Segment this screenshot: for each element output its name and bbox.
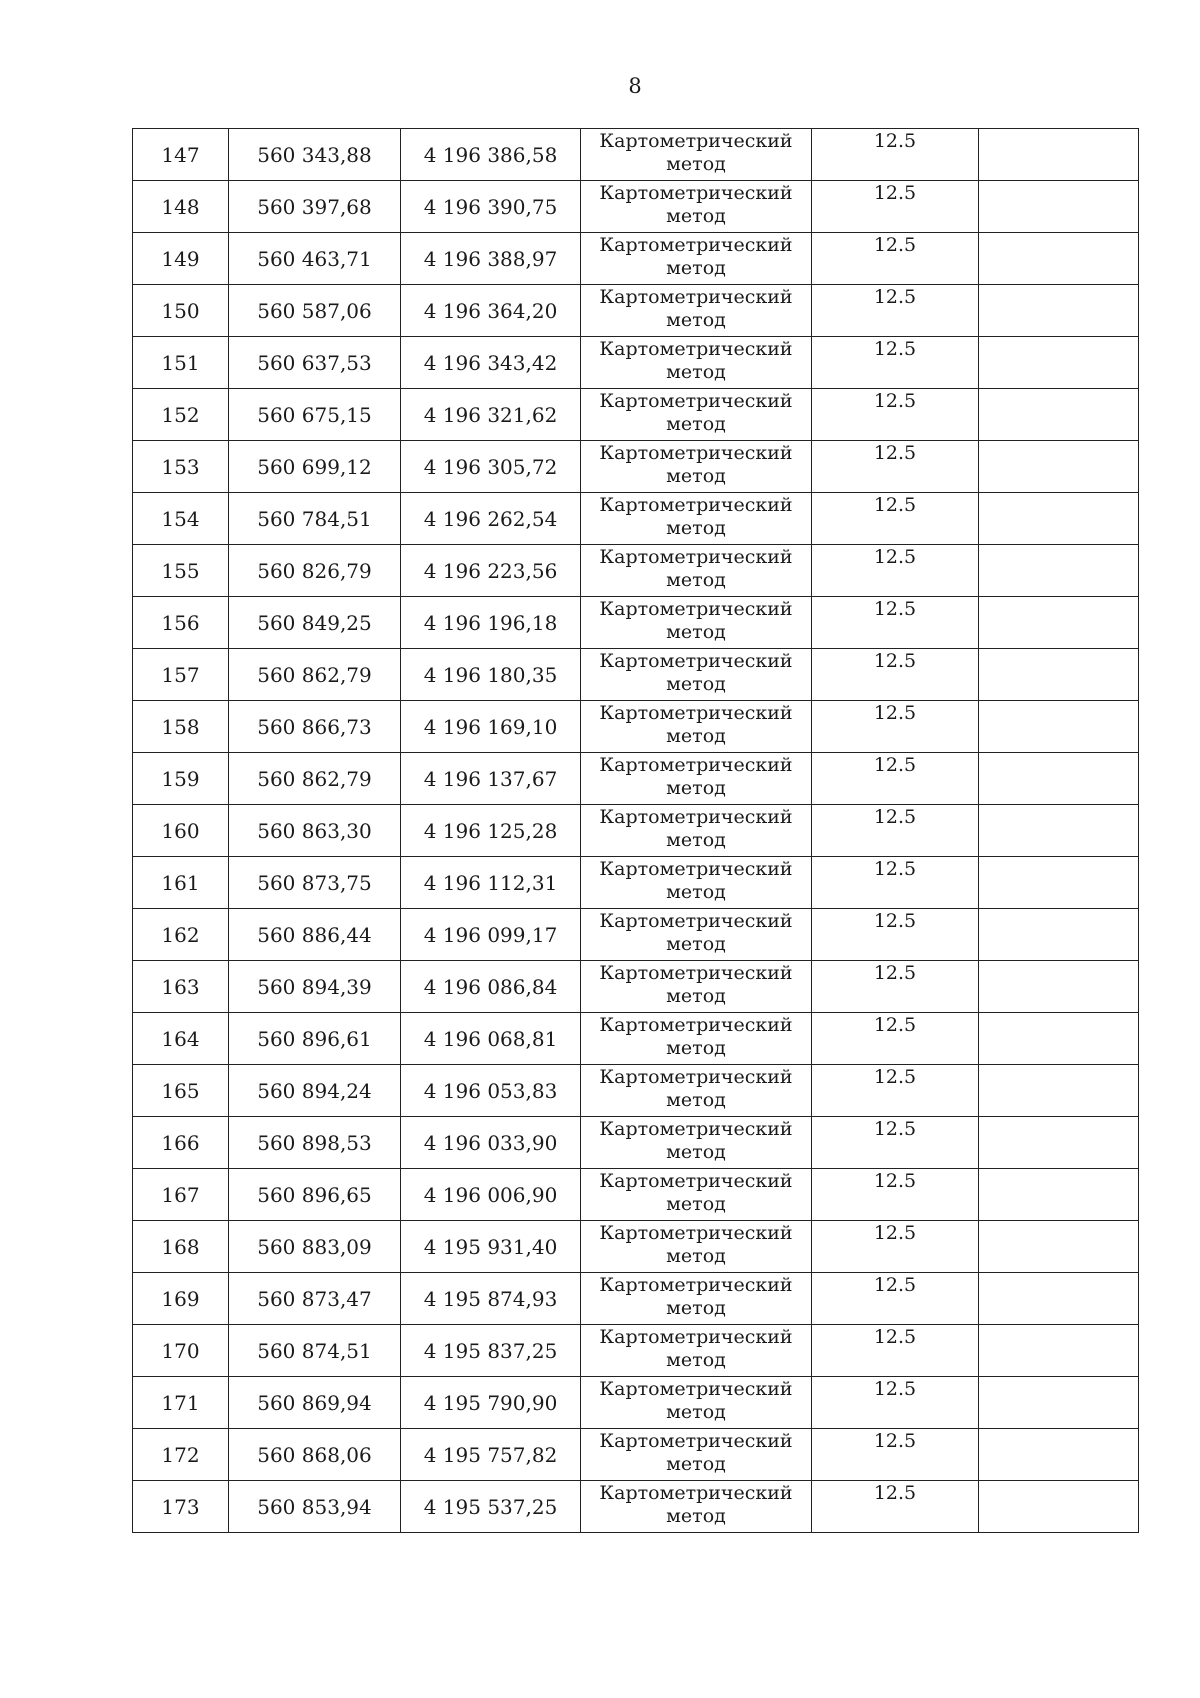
point-number-cell: 153 bbox=[133, 441, 229, 493]
coordinate-y-cell: 4 196 386,58 bbox=[401, 129, 581, 181]
method-line-2: метод bbox=[666, 1089, 726, 1111]
accuracy-cell: 12.5 bbox=[812, 181, 979, 233]
method-line-2: метод bbox=[666, 153, 726, 175]
point-number-cell: 168 bbox=[133, 1221, 229, 1273]
method-line-2: метод bbox=[666, 985, 726, 1007]
note-cell bbox=[979, 597, 1139, 649]
method-cell bbox=[581, 961, 812, 1013]
method-line-2: метод bbox=[666, 725, 726, 747]
method-line-1: Картометрический bbox=[599, 754, 793, 776]
point-number-cell: 151 bbox=[133, 337, 229, 389]
method-line-1: Картометрический bbox=[599, 962, 793, 984]
accuracy-cell: 12.5 bbox=[812, 1221, 979, 1273]
method-cell bbox=[581, 441, 812, 493]
coordinate-x-cell: 560 898,53 bbox=[229, 1117, 401, 1169]
method-line-2: метод bbox=[666, 361, 726, 383]
accuracy-cell: 12.5 bbox=[812, 1377, 979, 1429]
method-cell bbox=[581, 1221, 812, 1273]
method-cell bbox=[581, 857, 812, 909]
point-number-cell: 164 bbox=[133, 1013, 229, 1065]
point-number-cell: 162 bbox=[133, 909, 229, 961]
coordinate-x-cell: 560 849,25 bbox=[229, 597, 401, 649]
table-row bbox=[133, 181, 1139, 233]
method-cell bbox=[581, 129, 812, 181]
point-number-cell: 159 bbox=[133, 753, 229, 805]
method-cell bbox=[581, 805, 812, 857]
method-line-2: метод bbox=[666, 1141, 726, 1163]
coordinate-x-cell: 560 853,94 bbox=[229, 1481, 401, 1533]
note-cell bbox=[979, 805, 1139, 857]
point-number-cell: 167 bbox=[133, 1169, 229, 1221]
coordinate-x-cell: 560 896,65 bbox=[229, 1169, 401, 1221]
note-cell bbox=[979, 1221, 1139, 1273]
method-line-1: Картометрический bbox=[599, 338, 793, 360]
method-line-1: Картометрический bbox=[599, 702, 793, 724]
note-cell bbox=[979, 233, 1139, 285]
method-cell bbox=[581, 1273, 812, 1325]
note-cell bbox=[979, 649, 1139, 701]
coordinate-y-cell: 4 195 931,40 bbox=[401, 1221, 581, 1273]
coordinate-x-cell: 560 873,47 bbox=[229, 1273, 401, 1325]
table-row bbox=[133, 649, 1139, 701]
point-number-cell: 160 bbox=[133, 805, 229, 857]
table-row bbox=[133, 1325, 1139, 1377]
note-cell bbox=[979, 701, 1139, 753]
point-number-cell: 156 bbox=[133, 597, 229, 649]
accuracy-cell: 12.5 bbox=[812, 1169, 979, 1221]
point-number-cell: 170 bbox=[133, 1325, 229, 1377]
method-line-2: метод bbox=[666, 1037, 726, 1059]
coordinate-y-cell: 4 195 537,25 bbox=[401, 1481, 581, 1533]
method-line-2: метод bbox=[666, 1245, 726, 1267]
method-cell bbox=[581, 285, 812, 337]
table-row bbox=[133, 1117, 1139, 1169]
coordinate-x-cell: 560 463,71 bbox=[229, 233, 401, 285]
method-line-2: метод bbox=[666, 1453, 726, 1475]
note-cell bbox=[979, 181, 1139, 233]
method-line-1: Картометрический bbox=[599, 494, 793, 516]
method-line-1: Картометрический bbox=[599, 286, 793, 308]
point-number-cell: 158 bbox=[133, 701, 229, 753]
method-line-2: метод bbox=[666, 257, 726, 279]
accuracy-cell: 12.5 bbox=[812, 1325, 979, 1377]
table-row bbox=[133, 1273, 1139, 1325]
accuracy-cell: 12.5 bbox=[812, 337, 979, 389]
table-row bbox=[133, 233, 1139, 285]
accuracy-cell: 12.5 bbox=[812, 961, 979, 1013]
table-row bbox=[133, 337, 1139, 389]
method-cell bbox=[581, 1065, 812, 1117]
table-row bbox=[133, 909, 1139, 961]
point-number-cell: 169 bbox=[133, 1273, 229, 1325]
table-row bbox=[133, 441, 1139, 493]
note-cell bbox=[979, 1013, 1139, 1065]
coordinate-y-cell: 4 196 068,81 bbox=[401, 1013, 581, 1065]
coordinate-x-cell: 560 869,94 bbox=[229, 1377, 401, 1429]
method-line-2: метод bbox=[666, 413, 726, 435]
note-cell bbox=[979, 961, 1139, 1013]
method-line-2: метод bbox=[666, 621, 726, 643]
point-number-cell: 148 bbox=[133, 181, 229, 233]
method-line-1: Картометрический bbox=[599, 1170, 793, 1192]
table-row bbox=[133, 961, 1139, 1013]
coordinate-y-cell: 4 196 169,10 bbox=[401, 701, 581, 753]
method-line-1: Картометрический bbox=[599, 390, 793, 412]
note-cell bbox=[979, 1117, 1139, 1169]
note-cell bbox=[979, 1169, 1139, 1221]
coordinate-y-cell: 4 196 223,56 bbox=[401, 545, 581, 597]
method-cell bbox=[581, 337, 812, 389]
accuracy-cell: 12.5 bbox=[812, 545, 979, 597]
table-row bbox=[133, 1169, 1139, 1221]
method-line-1: Картометрический bbox=[599, 1378, 793, 1400]
coordinate-x-cell: 560 883,09 bbox=[229, 1221, 401, 1273]
method-cell bbox=[581, 1481, 812, 1533]
method-line-1: Картометрический bbox=[599, 858, 793, 880]
method-line-2: метод bbox=[666, 777, 726, 799]
coordinate-y-cell: 4 195 874,93 bbox=[401, 1273, 581, 1325]
coordinate-y-cell: 4 196 125,28 bbox=[401, 805, 581, 857]
accuracy-cell: 12.5 bbox=[812, 1429, 979, 1481]
coordinate-x-cell: 560 873,75 bbox=[229, 857, 401, 909]
note-cell bbox=[979, 909, 1139, 961]
note-cell bbox=[979, 389, 1139, 441]
method-cell bbox=[581, 597, 812, 649]
method-line-1: Картометрический bbox=[599, 1326, 793, 1348]
note-cell bbox=[979, 753, 1139, 805]
method-cell bbox=[581, 1013, 812, 1065]
accuracy-cell: 12.5 bbox=[812, 441, 979, 493]
note-cell bbox=[979, 441, 1139, 493]
note-cell bbox=[979, 129, 1139, 181]
table-row bbox=[133, 1429, 1139, 1481]
method-cell bbox=[581, 181, 812, 233]
method-cell bbox=[581, 753, 812, 805]
accuracy-cell: 12.5 bbox=[812, 1273, 979, 1325]
coordinate-y-cell: 4 196 388,97 bbox=[401, 233, 581, 285]
method-cell bbox=[581, 1117, 812, 1169]
method-line-1: Картометрический bbox=[599, 546, 793, 568]
method-line-1: Картометрический bbox=[599, 1430, 793, 1452]
method-cell bbox=[581, 233, 812, 285]
table-row bbox=[133, 701, 1139, 753]
page-number: 8 bbox=[628, 74, 642, 98]
accuracy-cell: 12.5 bbox=[812, 389, 979, 441]
coordinate-x-cell: 560 587,06 bbox=[229, 285, 401, 337]
table-row bbox=[133, 597, 1139, 649]
accuracy-cell: 12.5 bbox=[812, 857, 979, 909]
note-cell bbox=[979, 545, 1139, 597]
point-number-cell: 152 bbox=[133, 389, 229, 441]
method-cell bbox=[581, 649, 812, 701]
method-line-2: метод bbox=[666, 205, 726, 227]
table-row bbox=[133, 1377, 1139, 1429]
method-line-1: Картометрический bbox=[599, 1482, 793, 1504]
table-row bbox=[133, 753, 1139, 805]
coordinate-x-cell: 560 896,61 bbox=[229, 1013, 401, 1065]
point-number-cell: 147 bbox=[133, 129, 229, 181]
coordinate-x-cell: 560 874,51 bbox=[229, 1325, 401, 1377]
coordinate-x-cell: 560 866,73 bbox=[229, 701, 401, 753]
method-line-1: Картометрический bbox=[599, 598, 793, 620]
coordinate-y-cell: 4 196 390,75 bbox=[401, 181, 581, 233]
point-number-cell: 161 bbox=[133, 857, 229, 909]
method-cell bbox=[581, 701, 812, 753]
method-line-2: метод bbox=[666, 1401, 726, 1423]
table-row bbox=[133, 389, 1139, 441]
method-cell bbox=[581, 545, 812, 597]
table-row bbox=[133, 1481, 1139, 1533]
coordinate-y-cell: 4 195 790,90 bbox=[401, 1377, 581, 1429]
coordinate-y-cell: 4 196 112,31 bbox=[401, 857, 581, 909]
coordinate-y-cell: 4 196 137,67 bbox=[401, 753, 581, 805]
note-cell bbox=[979, 1065, 1139, 1117]
point-number-cell: 157 bbox=[133, 649, 229, 701]
method-line-1: Картометрический bbox=[599, 650, 793, 672]
table-row bbox=[133, 1013, 1139, 1065]
method-line-2: метод bbox=[666, 309, 726, 331]
accuracy-cell: 12.5 bbox=[812, 701, 979, 753]
coordinates-table bbox=[132, 128, 1139, 1533]
coordinate-y-cell: 4 196 321,62 bbox=[401, 389, 581, 441]
coordinate-x-cell: 560 699,12 bbox=[229, 441, 401, 493]
coordinate-x-cell: 560 886,44 bbox=[229, 909, 401, 961]
accuracy-cell: 12.5 bbox=[812, 233, 979, 285]
accuracy-cell: 12.5 bbox=[812, 753, 979, 805]
point-number-cell: 150 bbox=[133, 285, 229, 337]
accuracy-cell: 12.5 bbox=[812, 649, 979, 701]
coordinate-x-cell: 560 894,24 bbox=[229, 1065, 401, 1117]
method-cell bbox=[581, 493, 812, 545]
note-cell bbox=[979, 1481, 1139, 1533]
coordinate-x-cell: 560 862,79 bbox=[229, 649, 401, 701]
note-cell bbox=[979, 493, 1139, 545]
accuracy-cell: 12.5 bbox=[812, 1013, 979, 1065]
point-number-cell: 173 bbox=[133, 1481, 229, 1533]
note-cell bbox=[979, 1273, 1139, 1325]
method-line-1: Картометрический bbox=[599, 1274, 793, 1296]
method-cell bbox=[581, 1377, 812, 1429]
coordinate-x-cell: 560 826,79 bbox=[229, 545, 401, 597]
method-line-2: метод bbox=[666, 465, 726, 487]
method-line-2: метод bbox=[666, 569, 726, 591]
note-cell bbox=[979, 337, 1139, 389]
accuracy-cell: 12.5 bbox=[812, 1065, 979, 1117]
method-line-1: Картометрический bbox=[599, 442, 793, 464]
method-cell bbox=[581, 389, 812, 441]
coordinate-x-cell: 560 862,79 bbox=[229, 753, 401, 805]
accuracy-cell: 12.5 bbox=[812, 1117, 979, 1169]
note-cell bbox=[979, 285, 1139, 337]
coordinate-y-cell: 4 196 053,83 bbox=[401, 1065, 581, 1117]
coordinate-y-cell: 4 195 757,82 bbox=[401, 1429, 581, 1481]
method-line-1: Картометрический bbox=[599, 130, 793, 152]
method-line-2: метод bbox=[666, 1193, 726, 1215]
point-number-cell: 163 bbox=[133, 961, 229, 1013]
coordinate-y-cell: 4 195 837,25 bbox=[401, 1325, 581, 1377]
coordinate-y-cell: 4 196 196,18 bbox=[401, 597, 581, 649]
method-line-1: Картометрический bbox=[599, 182, 793, 204]
method-line-2: метод bbox=[666, 673, 726, 695]
method-line-1: Картометрический bbox=[599, 1066, 793, 1088]
method-line-2: метод bbox=[666, 881, 726, 903]
accuracy-cell: 12.5 bbox=[812, 129, 979, 181]
method-line-2: метод bbox=[666, 829, 726, 851]
note-cell bbox=[979, 1377, 1139, 1429]
note-cell bbox=[979, 857, 1139, 909]
note-cell bbox=[979, 1325, 1139, 1377]
table-row bbox=[133, 1221, 1139, 1273]
coordinate-x-cell: 560 397,68 bbox=[229, 181, 401, 233]
method-cell bbox=[581, 1429, 812, 1481]
coordinate-y-cell: 4 196 364,20 bbox=[401, 285, 581, 337]
coordinate-y-cell: 4 196 262,54 bbox=[401, 493, 581, 545]
accuracy-cell: 12.5 bbox=[812, 909, 979, 961]
coordinates-table-body bbox=[133, 129, 1139, 1533]
method-cell bbox=[581, 1325, 812, 1377]
point-number-cell: 172 bbox=[133, 1429, 229, 1481]
method-line-2: метод bbox=[666, 1349, 726, 1371]
accuracy-cell: 12.5 bbox=[812, 493, 979, 545]
coordinate-y-cell: 4 196 006,90 bbox=[401, 1169, 581, 1221]
point-number-cell: 149 bbox=[133, 233, 229, 285]
method-line-1: Картометрический bbox=[599, 1222, 793, 1244]
method-line-2: метод bbox=[666, 933, 726, 955]
coordinate-x-cell: 560 675,15 bbox=[229, 389, 401, 441]
method-line-2: метод bbox=[666, 1505, 726, 1527]
coordinate-y-cell: 4 196 343,42 bbox=[401, 337, 581, 389]
accuracy-cell: 12.5 bbox=[812, 285, 979, 337]
table-row bbox=[133, 493, 1139, 545]
coordinate-x-cell: 560 343,88 bbox=[229, 129, 401, 181]
coordinate-y-cell: 4 196 086,84 bbox=[401, 961, 581, 1013]
coordinate-y-cell: 4 196 099,17 bbox=[401, 909, 581, 961]
coordinate-y-cell: 4 196 180,35 bbox=[401, 649, 581, 701]
point-number-cell: 165 bbox=[133, 1065, 229, 1117]
coordinate-x-cell: 560 868,06 bbox=[229, 1429, 401, 1481]
method-line-1: Картометрический bbox=[599, 806, 793, 828]
coordinate-y-cell: 4 196 033,90 bbox=[401, 1117, 581, 1169]
method-line-2: метод bbox=[666, 517, 726, 539]
table-row bbox=[133, 857, 1139, 909]
accuracy-cell: 12.5 bbox=[812, 1481, 979, 1533]
method-line-2: метод bbox=[666, 1297, 726, 1319]
coordinate-x-cell: 560 784,51 bbox=[229, 493, 401, 545]
method-cell bbox=[581, 1169, 812, 1221]
table-row bbox=[133, 545, 1139, 597]
method-cell bbox=[581, 909, 812, 961]
accuracy-cell: 12.5 bbox=[812, 597, 979, 649]
coordinate-x-cell: 560 894,39 bbox=[229, 961, 401, 1013]
point-number-cell: 154 bbox=[133, 493, 229, 545]
table-row bbox=[133, 805, 1139, 857]
method-line-1: Картометрический bbox=[599, 234, 793, 256]
coordinate-y-cell: 4 196 305,72 bbox=[401, 441, 581, 493]
method-line-1: Картометрический bbox=[599, 1014, 793, 1036]
note-cell bbox=[979, 1429, 1139, 1481]
table-row bbox=[133, 1065, 1139, 1117]
point-number-cell: 171 bbox=[133, 1377, 229, 1429]
accuracy-cell: 12.5 bbox=[812, 805, 979, 857]
method-line-1: Картометрический bbox=[599, 910, 793, 932]
point-number-cell: 166 bbox=[133, 1117, 229, 1169]
table-row bbox=[133, 129, 1139, 181]
method-line-1: Картометрический bbox=[599, 1118, 793, 1140]
coordinate-x-cell: 560 863,30 bbox=[229, 805, 401, 857]
coordinate-x-cell: 560 637,53 bbox=[229, 337, 401, 389]
table-row bbox=[133, 285, 1139, 337]
point-number-cell: 155 bbox=[133, 545, 229, 597]
